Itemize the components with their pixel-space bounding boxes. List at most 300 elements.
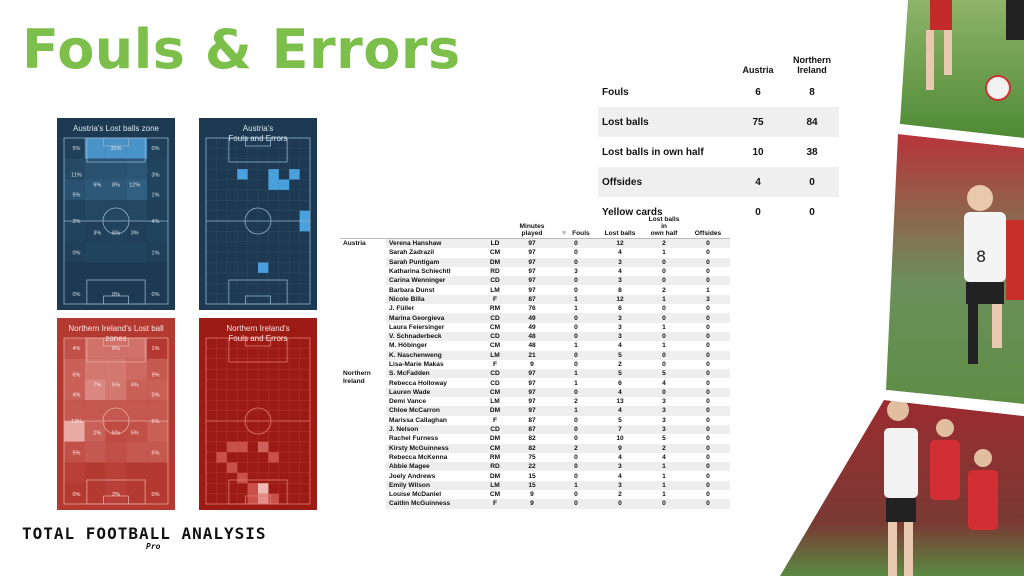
logo-pro: Pro [146,542,161,551]
fouls-value: 0 [574,249,578,257]
table-row [340,490,730,499]
lost-balls-value: 0 [598,499,642,508]
offsides-value: 0 [706,472,710,480]
zone-percent-label: 4% [151,219,160,225]
fouls-value: 2 [554,444,598,453]
foul-marker [258,483,268,493]
summary-ni-value: 0 [785,167,839,197]
heat-cell [85,200,106,221]
fouls-value: 0 [554,239,598,249]
summary-header-blank [598,55,731,77]
player-name: Abbie Magee [386,462,480,471]
foul-marker [300,221,310,231]
zone-percent-label: 2% [112,492,120,499]
player-name: Rachel Furness [389,435,439,443]
pitch-svg [57,318,175,510]
foul-marker [248,483,258,493]
player-position: F [480,295,510,304]
zone-percent-label: 6% [112,345,120,352]
player-name: Caitlin McGuinness [386,499,480,508]
offsides-value: 0 [686,239,730,249]
table-row [340,462,730,471]
lost-balls-value: 12 [598,295,642,304]
player-name: Emily Wilson [386,481,480,490]
zone-percent-label: 1% [151,192,160,199]
player-position: CM [489,323,501,331]
col-offsides[interactable]: Offsides [686,216,730,239]
minutes-played: 9 [530,491,534,499]
offsides-value: 0 [706,342,710,350]
fouls-value: 1 [554,295,598,304]
summary-ni-value: 84 [785,107,839,137]
summary-austria-value: 4 [731,167,785,197]
lost-own-half-value: 0 [642,258,686,267]
zone-percent-label: 35% [110,145,122,152]
foul-marker [248,494,258,504]
table-row [340,499,730,508]
table-row [340,239,730,249]
lost-balls-value: 6 [618,305,622,313]
lost-balls-value: 3 [618,323,622,331]
fouls-value: 1 [574,305,578,313]
heat-cell [85,242,106,263]
foul-marker [258,263,268,273]
minutes-played: 97 [528,268,536,276]
fouls-value: 0 [554,258,598,267]
offsides-value: 0 [706,416,710,424]
minutes-played: 15 [528,472,536,480]
minutes-played: 87 [510,425,554,434]
lost-own-half-value: 2 [642,444,686,453]
player-position: CM [489,342,501,350]
player-position: DM [480,406,510,415]
lost-own-half-value: 0 [662,268,666,276]
pitch-title: Northern Ireland's Lost ball zones [68,324,164,343]
table-row [340,276,730,285]
foul-marker [237,169,247,179]
lost-balls-value: 5 [618,416,622,424]
summary-label: Offsides [598,167,731,197]
table-row [340,388,730,397]
summary-ni-value: 0 [809,206,815,218]
table-row [340,351,730,360]
offsides-value: 0 [706,361,710,368]
zone-percent-label: 6% [72,372,81,379]
lost-balls-value: 3 [598,258,642,267]
player-name: Louise McDaniel [389,491,442,499]
ni-lost-balls-pitch [57,318,175,510]
svg-text:8: 8 [976,247,987,266]
lost-own-half-value: 1 [662,323,666,331]
lost-balls-value: 7 [598,425,642,434]
fouls-value: 0 [574,453,578,461]
lost-own-half-value: 0 [642,499,686,508]
foul-marker [279,180,289,190]
pitch-title: Northern Ireland's Fouls and Errors [226,324,290,343]
lost-own-half-value: 0 [662,305,666,313]
heat-cell [147,200,168,221]
summary-austria-value: 75 [731,107,785,137]
offsides-value: 0 [706,453,710,461]
lost-own-half-value: 0 [642,388,686,397]
offsides-value: 0 [706,323,710,331]
offsides-value: 0 [686,499,730,508]
heat-cell [126,200,147,221]
zone-percent-label: 4% [72,345,81,352]
zone-percent-label: 4% [130,382,139,389]
minutes-played: 87 [528,416,536,424]
table-row [340,369,730,378]
lost-balls-value: 3 [598,462,642,471]
lost-balls-value: 4 [618,342,622,350]
offsides-value: 1 [706,286,710,294]
minutes-played: 75 [528,453,536,461]
summary-ni-value: 38 [806,146,818,158]
minutes-played: 87 [510,295,554,304]
player-name: Verena Hanshaw [386,239,480,249]
lost-balls-value: 3 [598,332,642,341]
fouls-value: 1 [554,406,598,415]
player-name: V. Schnaderbeck [386,332,480,341]
player-name: Rebecca McKenna [389,453,448,461]
lost-own-half-value: 1 [662,472,666,480]
player-position: LM [480,481,510,490]
fouls-value: 0 [554,425,598,434]
heat-cell [85,442,106,463]
lost-own-half-value: 4 [662,379,666,387]
lost-own-half-value: 5 [642,369,686,378]
zone-percent-label: 5% [130,430,139,437]
lost-own-half-value: 1 [662,249,666,257]
austria-lost-balls-pitch [57,118,175,310]
zone-percent-label: 3% [93,230,102,237]
lost-balls-value: 12 [598,239,642,249]
player-position: LM [490,398,500,406]
foul-marker [227,463,237,473]
player-name: Sarah Puntigam [386,258,480,267]
lost-balls-value: 5 [598,351,642,360]
heat-cell [85,283,106,304]
pitch-title: Austria's Lost balls zone [72,124,159,133]
fouls-value: 0 [574,491,578,499]
minutes-played: 97 [510,239,554,249]
minutes-played: 97 [528,286,536,294]
zone-percent-label: 7% [93,382,102,389]
foul-marker [216,452,226,462]
lost-own-half-value: 3 [642,425,686,434]
minutes-played: 48 [510,332,554,341]
offsides-value: 0 [686,462,730,471]
heat-cell [147,463,168,484]
player-name: J. Füller [389,305,415,313]
lost-balls-value: 4 [618,249,622,257]
player-position: DM [480,258,510,267]
lost-own-half-value: 3 [642,406,686,415]
player-name: S. McFadden [386,369,480,378]
table-row [340,332,730,341]
foul-marker [268,452,278,462]
offsides-value: 0 [706,435,710,443]
lost-own-half-value: 1 [662,342,666,350]
zone-percent-label: 5% [72,192,81,199]
player-position: DM [489,435,501,443]
foul-marker [268,180,278,190]
player-position: CD [480,313,510,322]
zone-percent-label: 0% [151,292,160,299]
table-row [340,453,730,462]
heat-cell [64,200,85,221]
lost-own-half-value: 3 [662,416,666,424]
ni-fouls-pitch [199,318,317,510]
player-position: RD [480,462,510,471]
player-name: Nicole Billa [386,295,480,304]
offsides-value: 0 [686,481,730,490]
player-table [340,216,730,509]
photo-1 [900,0,1024,138]
heat-cell [64,400,85,421]
summary-label: Fouls [602,86,629,98]
zone-percent-label: 2% [93,430,102,437]
summary-austria-value: 0 [755,206,761,218]
table-row [340,295,730,304]
lost-balls-value: 4 [618,268,622,276]
lost-own-half-value: 3 [662,398,666,406]
foul-marker [289,169,299,179]
fouls-value: 0 [574,361,578,368]
zone-percent-label: 3% [130,230,139,237]
offsides-value: 0 [686,332,730,341]
player-position: CD [490,379,500,387]
heat-cell [126,242,147,263]
table-row [340,444,730,453]
player-position: F [492,416,498,424]
heat-cell [126,442,147,463]
summary-austria-value: 6 [755,86,761,98]
minutes-played: 9 [510,499,554,508]
lost-own-half-value: 0 [642,332,686,341]
heat-cell [64,263,85,284]
table-row [340,481,730,490]
heat-cell [85,138,106,159]
photo-collage [780,0,1024,576]
player-name: Chloe McCarron [386,406,480,415]
player-position: F [492,361,498,368]
zone-percent-label: 1% [151,345,160,352]
lost-own-half-value: 2 [642,239,686,249]
foul-marker [237,473,247,483]
col-minutes[interactable]: Minutes played [510,216,554,239]
table-row [340,304,730,313]
zone-percent-label: 11% [71,172,82,179]
zone-percent-label: 4% [72,392,81,399]
fouls-value: 0 [554,499,598,508]
player-position: CM [480,444,510,453]
lost-balls-value: 3 [598,481,642,490]
player-name: Marina Georgieva [386,313,480,322]
zone-percent-label: 13% [70,419,82,425]
minutes-played: 15 [510,481,554,490]
table-row [340,397,730,406]
zone-percent-label: 0% [112,292,120,299]
offsides-value: 0 [706,379,710,387]
minutes-played: 97 [528,249,536,257]
filter-icon[interactable]: ≡ [562,230,567,237]
lost-balls-value: 13 [616,398,624,406]
player-name: Kirsty McGuinness [386,444,480,453]
lost-own-half-value: 1 [662,491,666,499]
player-name: Marissa Callaghan [389,416,447,424]
minutes-played: 21 [510,351,554,360]
heat-cell [106,242,127,263]
table-row [340,323,730,332]
lost-balls-value: 4 [598,388,642,397]
zone-percent-label: 9% [151,372,160,379]
lost-own-half-value: 0 [642,276,686,285]
col-fouls[interactable]: ≡ Fouls [554,216,598,239]
minutes-played: 82 [528,435,536,443]
offsides-value: 0 [686,369,730,378]
player-position: CM [489,491,501,499]
minutes-played: 97 [528,398,536,406]
table-row [340,416,730,425]
lost-balls-value: 4 [598,406,642,415]
zone-percent-label: 0% [72,250,81,257]
heat-cell [147,263,168,284]
fouls-value: 1 [574,379,578,387]
lost-balls-value: 9 [598,444,642,453]
offsides-value: 0 [686,444,730,453]
player-position: RM [489,305,501,313]
player-position: CD [480,369,510,378]
player-name: Barbara Dunst [389,286,435,294]
player-position: LM [480,351,510,360]
pitch-svg [199,318,317,510]
minutes-played: 82 [510,444,554,453]
fouls-value: 0 [574,472,578,480]
offsides-value: 0 [706,491,710,499]
player-name: Sarah Zadrazil [389,249,435,257]
heat-cell [126,283,147,304]
lost-balls-value: 2 [618,491,622,499]
zone-percent-label: 5% [72,450,81,457]
heat-cell [85,400,106,421]
col-lost-balls[interactable]: Lost balls [598,216,642,239]
lost-own-half-value: 1 [642,295,686,304]
heat-cell [126,483,147,504]
zone-percent-label: 12% [129,182,141,189]
player-position: LD [480,239,510,249]
player-name: K. Naschenweng [386,351,480,360]
minutes-played: 48 [528,342,536,350]
austria-fouls-pitch [199,118,317,310]
summary-label: Lost balls [598,107,731,137]
summary-label: Lost balls in own half [602,146,704,158]
offsides-value: 0 [686,388,730,397]
table-row [340,378,730,387]
fouls-value: 1 [554,369,598,378]
player-name: Joely Andrews [389,472,436,480]
lost-own-half-value: 0 [642,351,686,360]
lost-own-half-value: 2 [662,286,666,294]
zone-percent-label: 9% [93,182,102,189]
table-row [340,267,730,276]
minutes-played: 97 [528,379,536,387]
heat-cell [126,138,147,159]
lost-own-half-value: 1 [642,481,686,490]
fouls-value: 0 [554,313,598,322]
fouls-value: 3 [574,268,578,276]
heat-cell [106,442,127,463]
fouls-value: 2 [574,398,578,406]
player-position: CD [480,332,510,341]
zone-percent-label: 6% [151,419,160,425]
minutes-played: 97 [510,406,554,415]
minutes-played: 97 [510,369,554,378]
player-name: M. Höbinger [389,342,428,350]
team-name: Northern Ireland [340,369,386,508]
player-name: Katharina Schiechtl [389,268,451,276]
table-row [340,434,730,443]
summary-label: Yellow cards [602,206,663,218]
minutes-played: 22 [510,462,554,471]
fouls-value: 0 [554,462,598,471]
summary-header-austria: Austria [742,65,774,75]
zone-percent-label: 8% [112,182,120,189]
foul-marker [237,442,247,452]
offsides-value: 0 [686,313,730,322]
offsides-value: 3 [686,295,730,304]
player-position: CD [480,425,510,434]
lost-balls-value: 8 [618,286,622,294]
player-position: DM [489,472,501,480]
pitch-title: Austria's Fouls and Errors [228,124,288,143]
zone-percent-label: 5% [112,430,120,437]
table-row [340,258,730,267]
pitch-svg [57,118,175,310]
brand-logo [22,524,267,551]
player-position: CD [480,276,510,285]
player-position: CM [480,388,510,397]
table-row [340,425,730,434]
summary-ni-value: 8 [809,86,815,98]
lost-balls-value: 4 [618,453,622,461]
lost-balls-value: 10 [616,435,624,443]
zone-percent-label: 1% [151,250,160,257]
zone-percent-label: 6% [112,230,120,237]
col-own-half[interactable]: Lost balls in own half [642,216,686,239]
table-row [340,248,730,257]
fouls-value: 0 [554,332,598,341]
foul-marker [300,211,310,221]
minutes-played: 9 [530,361,534,368]
offsides-value: 0 [706,268,710,276]
foul-marker [268,494,278,504]
summary-header-ni: Northern Ireland [793,55,831,75]
lost-own-half-value: 1 [642,462,686,471]
player-position: F [480,499,510,508]
lost-own-half-value: 4 [662,453,666,461]
zone-percent-label: 5% [151,392,160,399]
player-position: CM [489,249,501,257]
fouls-value: 0 [574,323,578,331]
minutes-played: 97 [510,388,554,397]
zone-percent-label: 3% [72,219,81,225]
heat-cell [147,400,168,421]
lost-balls-value: 3 [598,313,642,322]
offsides-value: 0 [686,406,730,415]
zone-percent-label: 0% [72,492,81,499]
offsides-value: 0 [686,351,730,360]
